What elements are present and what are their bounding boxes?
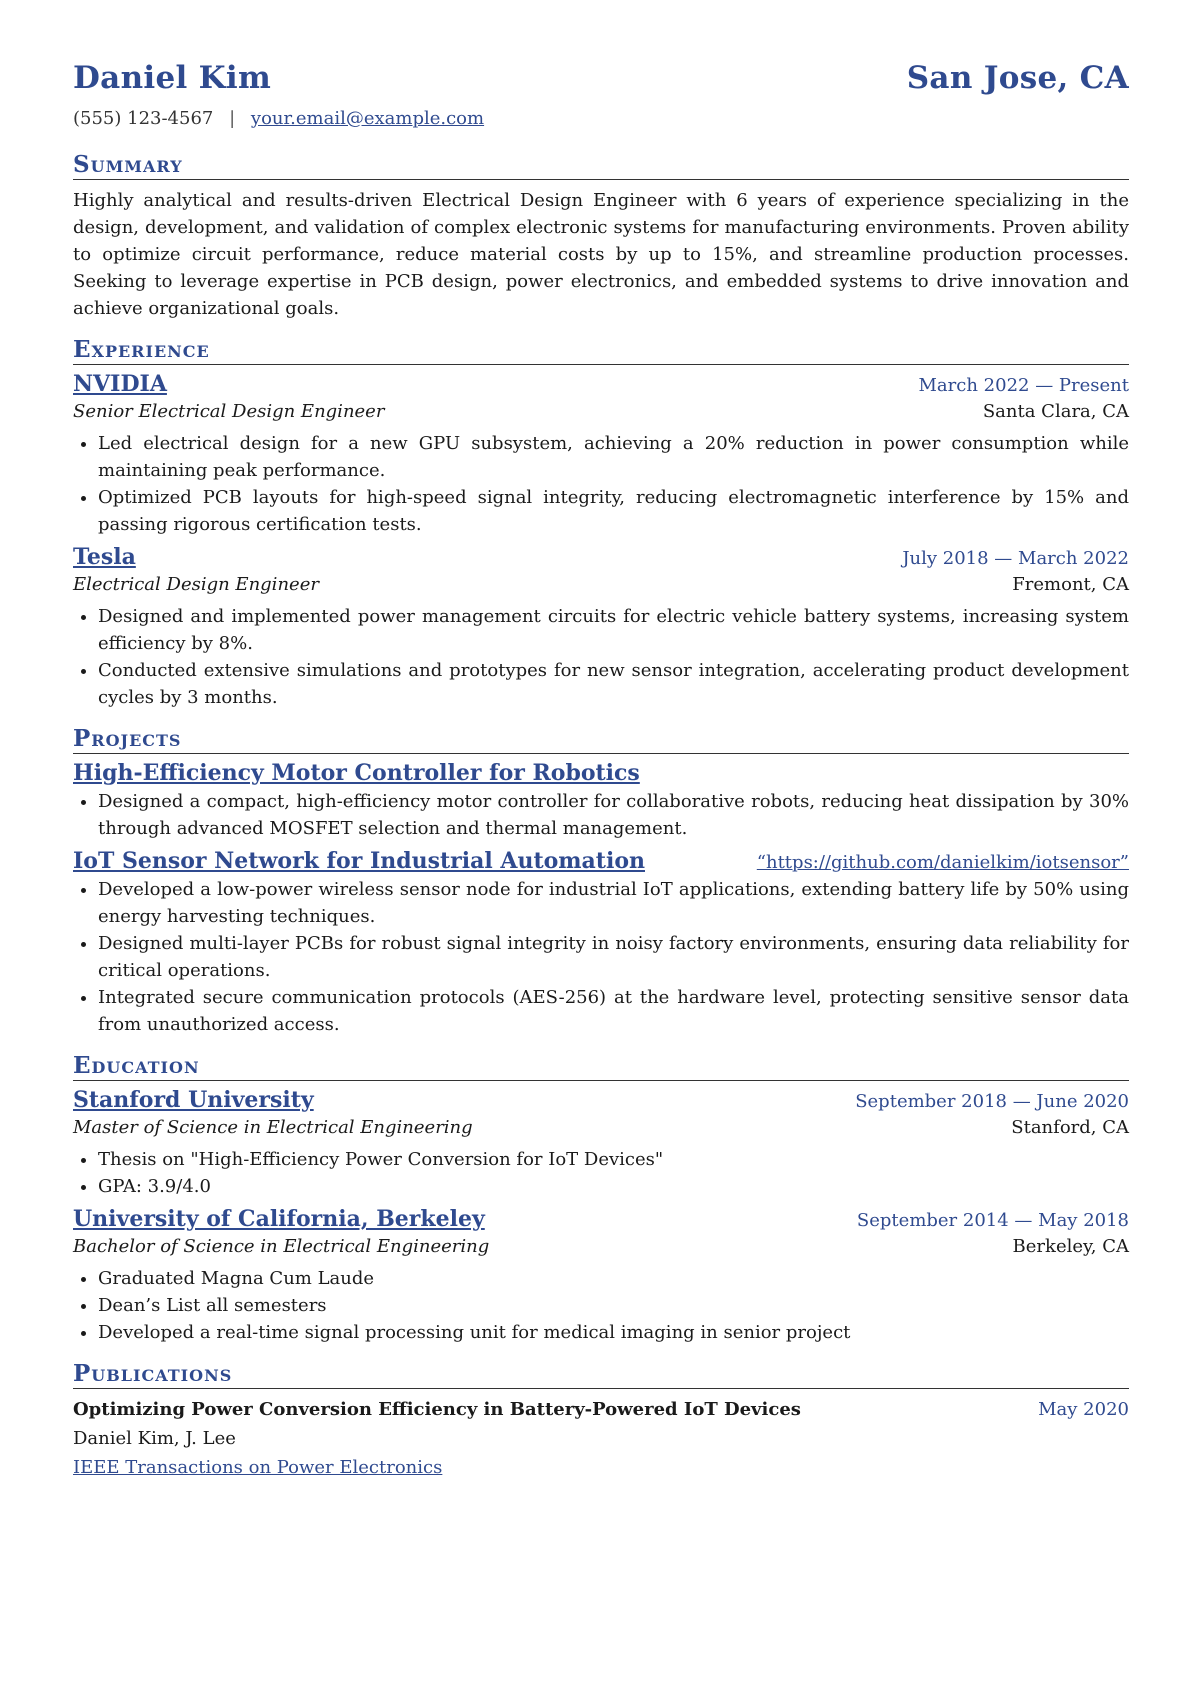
education-entry <box>73 1087 1129 1200</box>
project-entry <box>73 760 1129 842</box>
list-item: • Integrated secure communication protocols (AES-256) at the hardware level, protecting sensitive sensor data from unauthorized access. <box>98 984 1129 1038</box>
school-link[interactable]: Stanford University <box>73 1087 314 1113</box>
school-location: Stanford, CA <box>1011 1117 1129 1138</box>
project-repo-link[interactable]: “https://github.com/danielkim/iotsensor” <box>756 852 1129 873</box>
section-title-publications: Publications <box>73 1360 1129 1389</box>
contact-separator: | <box>229 108 236 129</box>
project-bullets <box>73 876 1129 1038</box>
section-title-experience: Experience <box>73 336 1129 365</box>
list-item: • GPA: 3.9/4.0 <box>98 1173 1129 1200</box>
publication-entry <box>73 1399 1129 1478</box>
list-item: • Dean’s List all semesters <box>98 1292 1129 1319</box>
section-title-projects: Projects <box>73 725 1129 754</box>
publication-title: Optimizing Power Conversion Efficiency in Battery-Powered IoT Devices <box>73 1399 801 1420</box>
list-item: • Designed and implemented power management circuits for electric vehicle battery systems, increasing system efficiency by 8%. <box>98 603 1129 657</box>
education-entry <box>73 1206 1129 1346</box>
company-link[interactable]: NVIDIA <box>73 371 167 397</box>
company-link[interactable]: Tesla <box>73 544 136 570</box>
project-name-link[interactable]: IoT Sensor Network for Industrial Automation <box>73 848 645 874</box>
job-location: Santa Clara, CA <box>982 401 1129 422</box>
list-item: • Designed a compact, high-efficiency motor controller for collaborative robots, reducing heat dissipation by 30% through advanced MOSFET selection and thermal management. <box>98 788 1129 842</box>
list-item: • Graduated Magna Cum Laude <box>98 1265 1129 1292</box>
experience-entry <box>73 544 1129 711</box>
job-title: Senior Electrical Design Engineer <box>73 401 385 422</box>
project-name-link[interactable]: High-Efficiency Motor Controller for Robotics <box>73 760 640 786</box>
school-location: Berkeley, CA <box>1012 1236 1129 1257</box>
job-dates: July 2018 — March 2022 <box>902 548 1129 569</box>
publication-authors: Daniel Kim, J. Lee <box>73 1428 236 1449</box>
project-entry <box>73 848 1129 1038</box>
summary-text: Highly analytical and results-driven Electrical Design Engineer with 6 years of experience specializing in the design, development, and validation of complex electronic systems for manufacturing environments. Proven ability to optimize circuit performance, reduce material costs by up to 15%, and streamline production processes. Seeking to leverage expertise in PCB design, power electronics, and embedded systems to drive innovation and achieve organizational goals. <box>73 190 1129 319</box>
list-item: • Developed a low-power wireless sensor node for industrial IoT applications, extending battery life by 50% using energy harvesting techniques. <box>98 876 1129 930</box>
phone-number: (555) 123-4567 <box>73 108 214 129</box>
list-item: • Led electrical design for a new GPU subsystem, achieving a 20% reduction in power consumption while maintaining peak performance. <box>98 430 1129 484</box>
education-bullets <box>73 1146 1129 1200</box>
list-item: • Optimized PCB layouts for high-speed signal integrity, reducing electromagnetic interference by 15% and passing rigorous certification tests. <box>98 484 1129 538</box>
experience-entry <box>73 371 1129 538</box>
publication-venue-link[interactable]: IEEE Transactions on Power Electronics <box>73 1457 443 1478</box>
list-item: • Developed a real-time signal processing unit for medical imaging in senior project <box>98 1319 1129 1346</box>
list-item: • Thesis on "High-Efficiency Power Conversion for IoT Devices" <box>98 1146 1129 1173</box>
job-title: Electrical Design Engineer <box>73 574 319 595</box>
email-link[interactable]: your.email@example.com <box>250 108 485 129</box>
publication-date: May 2020 <box>1038 1399 1129 1420</box>
degree: Bachelor of Science in Electrical Engineering <box>73 1236 490 1257</box>
list-item: • Conducted extensive simulations and prototypes for new sensor integration, accelerating product development cycles by 3 months. <box>98 657 1129 711</box>
education-dates: September 2014 — May 2018 <box>856 1210 1129 1231</box>
resume-header <box>73 60 1129 96</box>
education-dates: September 2018 — June 2020 <box>855 1091 1129 1112</box>
candidate-location: San Jose, CA <box>906 60 1129 96</box>
resume-page <box>73 60 1129 1478</box>
section-title-summary: Summary <box>73 151 1129 180</box>
contact-line <box>73 108 1129 129</box>
candidate-name: Daniel Kim <box>73 60 272 96</box>
education-bullets <box>73 1265 1129 1346</box>
degree: Master of Science in Electrical Engineering <box>73 1117 473 1138</box>
job-bullets <box>73 430 1129 538</box>
section-title-education: Education <box>73 1052 1129 1081</box>
job-bullets <box>73 603 1129 711</box>
job-location: Fremont, CA <box>1012 574 1129 595</box>
project-bullets <box>73 788 1129 842</box>
school-link[interactable]: University of California, Berkeley <box>73 1206 485 1232</box>
job-dates: March 2022 — Present <box>918 375 1129 396</box>
list-item: • Designed multi-layer PCBs for robust signal integrity in noisy factory environments, ensuring data reliability for critical operations. <box>98 930 1129 984</box>
